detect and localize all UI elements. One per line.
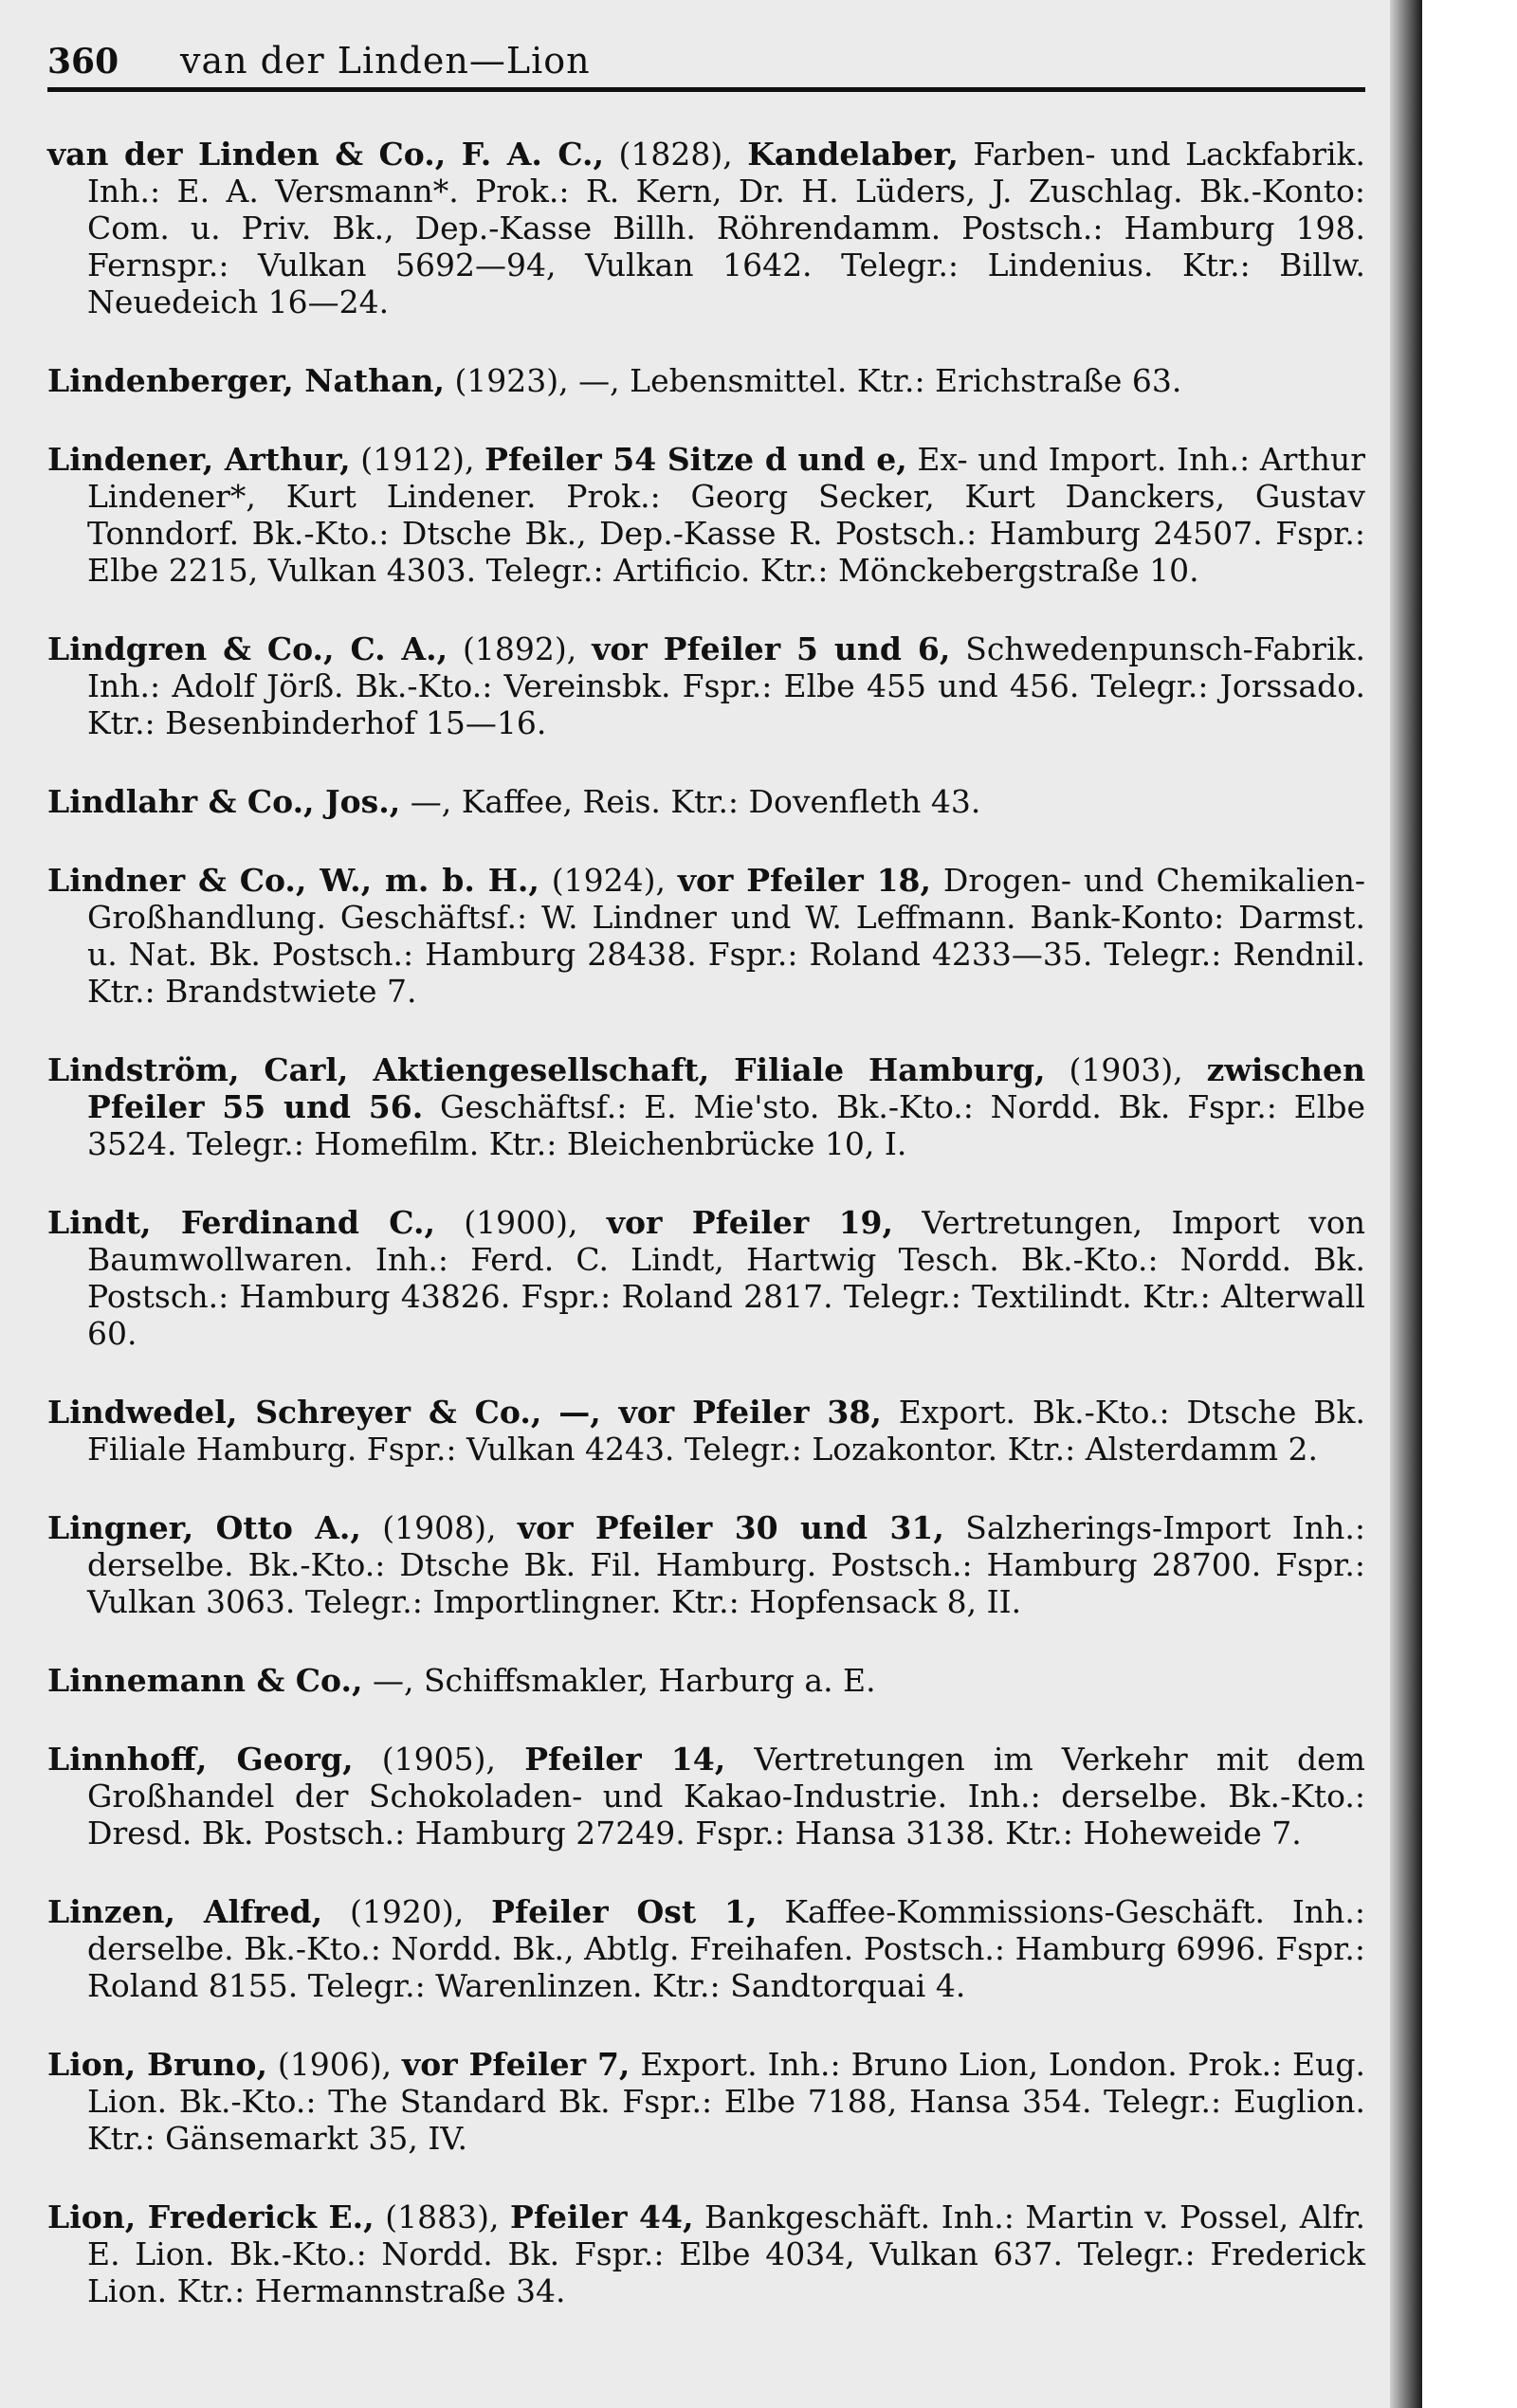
entry-name: Lion, Frederick E., <box>47 2198 375 2235</box>
entry-year: (1900), <box>464 1204 578 1241</box>
directory-entry <box>47 136 1365 320</box>
running-head: van der Linden—Lion <box>180 40 591 82</box>
entry-year: (1920), <box>350 1893 465 1930</box>
directory-entry <box>47 2198 1365 2309</box>
entry-name: Lindner & Co., W., m. b. H., <box>47 862 539 899</box>
entry-name: Lindgren & Co., C. A., <box>47 630 448 667</box>
entry-name: Lingner, Otto A., <box>47 1509 361 1546</box>
entry-year: (1906), <box>277 2046 393 2083</box>
entry-text: Vertretungen im Verkehr mit dem Großhandel der Schokoladen- und Kakao-Industrie. Inh.: derselbe. Bk.-Kto.: Dresd. Bk. Postsch.: Hamburg 27249. Fspr.: Hansa 3138. Ktr.: Hoheweide 7. <box>87 1741 1365 1852</box>
entry-location: —, <box>578 362 620 399</box>
entry-name: Lindström, Carl, Aktiengesellschaft, Filiale Hamburg, <box>47 1051 1046 1088</box>
entry-year: (1908), <box>382 1509 497 1546</box>
entry-location: Pfeiler 14, <box>524 1741 726 1778</box>
entry-name: Lindwedel, Schreyer & Co., <box>47 1394 542 1431</box>
directory-entry <box>47 1051 1365 1162</box>
entry-year: (1883), <box>385 2198 500 2235</box>
entry-text: Drogen- und Chemikalien-Großhandlung. Geschäftsf.: W. Lindner und W. Leffmann. Bank-Konto: Darmst. u. Nat. Bk. Postsch.: Hamburg 28438. Fspr.: Roland 4233—35. Telegr.: Rendnil. Ktr.: Brandstwiete 7. <box>87 862 1365 1010</box>
entry-name: Lindlahr & Co., Jos., <box>47 783 401 820</box>
entry-location: zwischen Pfeiler 55 und 56. <box>87 1051 1366 1125</box>
entry-location: vor Pfeiler 19, <box>606 1204 893 1241</box>
entry-text: Lebensmittel. Ktr.: Erichstraße 63. <box>630 362 1182 399</box>
directory-entry <box>47 1204 1365 1352</box>
entry-name: Lindenberger, Nathan, <box>47 362 445 399</box>
entry-year: (1905), <box>381 1741 497 1778</box>
entry-text: Kaffee, Reis. Ktr.: Dovenfleth 43. <box>461 783 981 820</box>
directory-entry <box>47 862 1365 1010</box>
entry-location: vor Pfeiler 18, <box>677 862 932 899</box>
directory-entry <box>47 783 1365 820</box>
page-number: 360 <box>47 42 119 82</box>
entry-name: Lion, Bruno, <box>47 2046 267 2083</box>
directory-entry <box>47 1741 1365 1852</box>
entry-text: Schwedenpunsch-Fabrik. Inh.: Adolf Jörß. Bk.-Kto.: Vereinsbk. Fspr.: Elbe 455 und 456. Telegr.: Jorssado. Ktr.: Besenbinderhof 15—16. <box>87 630 1365 741</box>
entry-year: (1903), <box>1069 1051 1183 1088</box>
entry-location: Pfeiler Ost 1, <box>491 1893 758 1930</box>
entry-location: vor Pfeiler 5 und 6, <box>592 630 951 667</box>
directory-entry <box>47 630 1365 741</box>
entry-text: Farben- und Lackfabrik. Inh.: E. A. Versmann*. Prok.: R. Kern, Dr. H. Lüders, J. Zuschlag. Bk.-Konto: Com. u. Priv. Bk., Dep.-Kasse Billh. Röhrendamm. Postsch.: Hamburg 198. Fernspr.: Vulkan 5692—94, Vulkan 1642. Telegr.: Lindenius. Ktr.: Billw. Neuedeich 16—24. <box>87 136 1366 320</box>
entry-text: Ex- und Import. Inh.: Arthur Lindener*, Kurt Lindener. Prok.: Georg Secker, Kurt Danckers, Gustav Tonndorf. Bk.-Kto.: Dtsche Bk., Dep.-Kasse R. Postsch.: Hamburg 24507. Fspr.: Elbe 2215, Vulkan 4303. Telegr.: Artificio. Ktr.: Mönckebergstraße 10. <box>87 441 1365 589</box>
entry-year: (1912), <box>360 441 475 478</box>
entry-text: Schiffsmakler, Harburg a. E. <box>423 1662 876 1699</box>
directory-entry <box>47 1893 1365 2004</box>
entry-name: Lindener, Arthur, <box>47 441 351 478</box>
entry-year: (1923), <box>454 362 569 399</box>
entry-location: Pfeiler 54 Sitze d und e, <box>484 441 907 478</box>
entry-text: Bankgeschäft. Inh.: Martin v. Possel, Alfr. E. Lion. Bk.-Kto.: Nordd. Bk. Fspr.: Elbe 4034, Vulkan 637. Telegr.: Frederick Lion. Ktr.: Hermannstraße 34. <box>87 2198 1365 2309</box>
directory-entry <box>47 1394 1365 1468</box>
directory-entry <box>47 362 1365 399</box>
entry-text: Vertretungen, Import von Baumwollwaren. Inh.: Ferd. C. Lindt, Hartwig Tesch. Bk.-Kto.: Nordd. Bk. Postsch.: Hamburg 43826. Fspr.: Roland 2817. Telegr.: Textilindt. Ktr.: Alterwall 60. <box>87 1204 1365 1352</box>
entry-text: Geschäftsf.: E. Mie'sto. Bk.-Kto.: Nordd. Bk. Fspr.: Elbe 3524. Telegr.: Homefilm. Ktr.: Bleichenbrücke 10, I. <box>87 1088 1366 1162</box>
directory-entry <box>47 441 1365 589</box>
entry-name: Lindt, Ferdinand C., <box>47 1204 435 1241</box>
entry-location: Pfeiler 44, <box>510 2198 694 2235</box>
entry-location: —, <box>410 783 452 820</box>
entry-location: vor Pfeiler 7, <box>402 2046 631 2083</box>
entry-name: Linnhoff, Georg, <box>47 1741 354 1778</box>
page-header <box>47 40 1365 92</box>
directory-entry <box>47 2046 1365 2157</box>
entry-year: (1924), <box>551 862 666 899</box>
entry-text: Export. Inh.: Bruno Lion, London. Prok.: Eug. Lion. Bk.-Kto.: The Standard Bk. Fspr.: Elbe 7188, Hansa 354. Telegr.: Euglion. Ktr.: Gänsemarkt 35, IV. <box>87 2046 1365 2157</box>
entry-name: van der Linden & Co., F. A. C., <box>47 136 605 173</box>
entry-year: (1892), <box>463 630 577 667</box>
entry-location: —, <box>372 1662 414 1699</box>
entry-location: —, vor Pfeiler 38, <box>558 1394 882 1431</box>
entry-list <box>47 136 1365 2309</box>
entry-name: Linzen, Alfred, <box>47 1893 323 1930</box>
directory-entry <box>47 1509 1365 1620</box>
entry-text: Kaffee-Kommissions-Geschäft. Inh.: derselbe. Bk.-Kto.: Nordd. Bk., Abtlg. Freihafen. Postsch.: Hamburg 6996. Fspr.: Roland 8155. Telegr.: Warenlinzen. Ktr.: Sandtorquai 4. <box>87 1893 1365 2004</box>
entry-location: vor Pfeiler 30 und 31, <box>517 1509 944 1546</box>
entry-text: Export. Bk.-Kto.: Dtsche Bk. Filiale Hamburg. Fspr.: Vulkan 4243. Telegr.: Lozakontor. Ktr.: Alsterdamm 2. <box>87 1394 1366 1468</box>
directory-entry <box>47 1662 1365 1699</box>
entry-year: (1828), <box>618 136 733 173</box>
entry-location: Kandelaber, <box>747 136 959 173</box>
entry-name: Linnemann & Co., <box>47 1662 363 1699</box>
entry-text: Salzherings-Import Inh.: derselbe. Bk.-Kto.: Dtsche Bk. Fil. Hamburg. Postsch.: Hamburg 28700. Fspr.: Vulkan 3063. Telegr.: Importlingner. Ktr.: Hopfensack 8, II. <box>87 1509 1365 1620</box>
